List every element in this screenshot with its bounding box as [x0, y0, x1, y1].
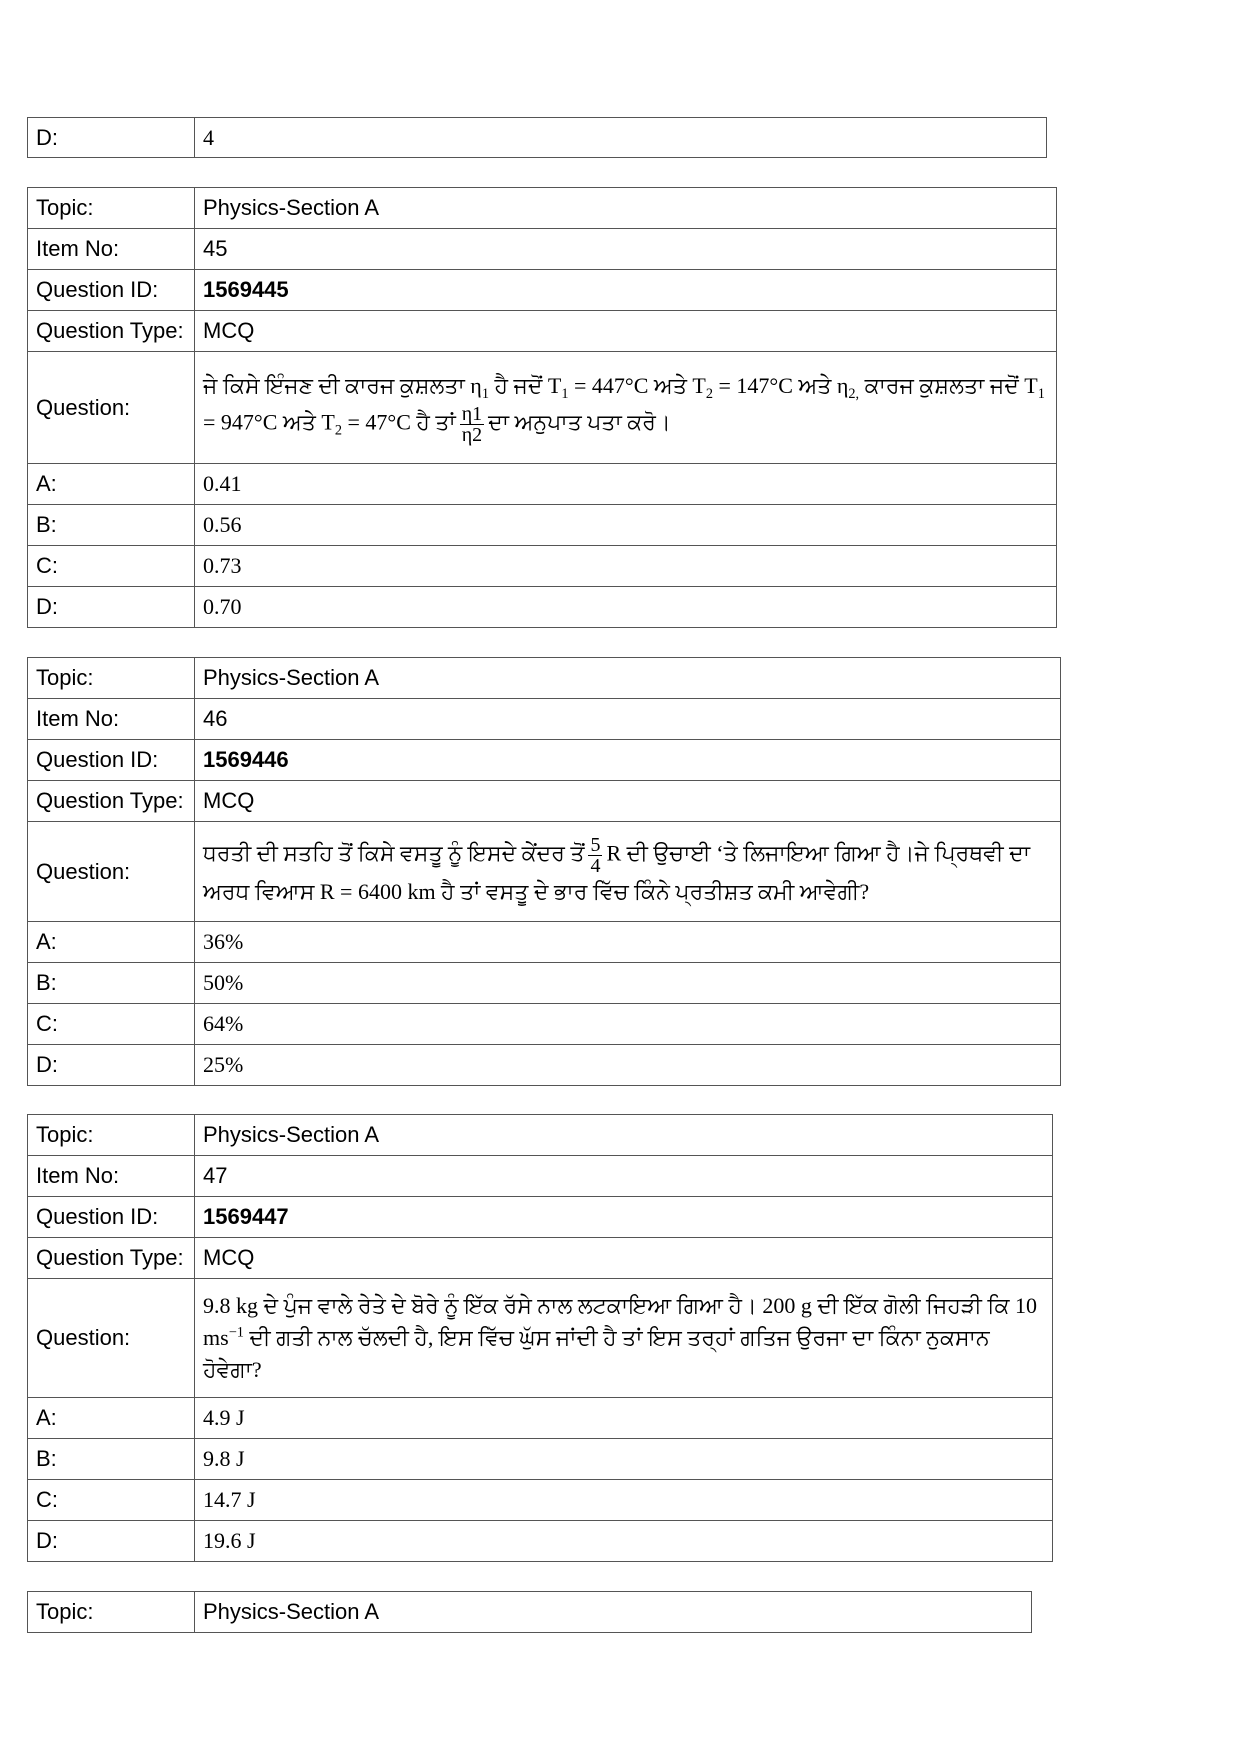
question-table-partial-top: [27, 117, 1047, 158]
option-a-label: A:: [28, 464, 195, 505]
question-id-value: 1569446: [195, 740, 1061, 781]
question-text: ਜੇ ਕਿਸੇ ਇੰਜਣ ਦੀ ਕਾਰਜ ਕੁਸ਼ਲਤਾ $\eta_1$ ਹੈ ਜਦੋਂ $T_1 = 447^\circ C$ ਅਤੇ $T_2 = 147^\circ C$ ਅਤੇ $\eta_{2,}$ ਕਾਰਜ ਕੁਸ਼ਲਤਾ ਜਦੋਂ $T_1 = 947^\circ C$ ਅਤੇ $T_2 = 47^\circ C$ ਹੈ ਤਾਂ $\frac{\eta 1}{\eta 2}$ ਦਾ ਅਨੁਪਾਤ ਪਤਾ ਕਰੋ।: [195, 352, 1057, 464]
question-type-value: MCQ: [195, 311, 1057, 352]
option-a-value: 36%: [195, 922, 1061, 963]
item-no-value: 47: [195, 1156, 1053, 1197]
option-d-value: 0.70: [195, 587, 1057, 628]
option-a-value: 0.41: [195, 464, 1057, 505]
question-text: ਧਰਤੀ ਦੀ ਸਤਹਿ ਤੋਂ ਕਿਸੇ ਵਸਤੂ ਨੂੰ ਇਸਦੇ ਕੇਂਦਰ ਤੋਂ $\frac{5}{4}$ R ਦੀ ਉਚਾਈ ‘ਤੇ ਲਿਜਾਇਆ ਗਿਆ ਹੈ।ਜੇ ਪ੍ਰਿਥਵੀ ਦਾ ਅਰਧ ਵਿਆਸ R = 6400 km ਹੈ ਤਾਂ ਵਸਤੂ ਦੇ ਭਾਰ ਵਿੱਚ ਕਿੰਨੇ ਪ੍ਰਤੀਸ਼ਤ ਕਮੀ ਆਵੇਗੀ?: [195, 822, 1061, 922]
question-label: Question:: [28, 822, 195, 922]
item-no-value: 45: [195, 229, 1057, 270]
question-id-value: 1569447: [195, 1197, 1053, 1238]
option-a-label: A:: [28, 922, 195, 963]
option-c-value: 0.73: [195, 546, 1057, 587]
question-label: Question:: [28, 1279, 195, 1398]
option-b-value: 50%: [195, 963, 1061, 1004]
option-a-label: A:: [28, 1398, 195, 1439]
question-type-value: MCQ: [195, 781, 1061, 822]
question-table-45: [27, 187, 1057, 628]
option-d-value: 4: [195, 118, 1047, 158]
option-c-label: C:: [28, 1004, 195, 1045]
topic-value: Physics-Section A: [195, 1115, 1053, 1156]
option-c-value: 14.7 J: [195, 1480, 1053, 1521]
option-c-value: 64%: [195, 1004, 1061, 1045]
option-b-value: 0.56: [195, 505, 1057, 546]
option-b-label: B:: [28, 963, 195, 1004]
option-d-label: D:: [28, 1045, 195, 1086]
item-no-value: 46: [195, 699, 1061, 740]
option-d-value: 19.6 J: [195, 1521, 1053, 1562]
question-id-value: 1569445: [195, 270, 1057, 311]
eta-ratio-fraction: $\frac{\eta 1}{\eta 2}$: [461, 403, 483, 447]
option-d-label: D:: [28, 1521, 195, 1562]
topic-value: Physics-Section A: [195, 188, 1057, 229]
option-b-label: B:: [28, 1439, 195, 1480]
topic-label: Topic:: [28, 1592, 195, 1633]
option-d-value: 25%: [195, 1045, 1061, 1086]
question-table-47: [27, 1114, 1053, 1562]
question-type-label: Question Type:: [28, 1238, 195, 1279]
option-b-label: B:: [28, 505, 195, 546]
option-c-label: C:: [28, 1480, 195, 1521]
option-d-label: D:: [28, 587, 195, 628]
question-type-value: MCQ: [195, 1238, 1053, 1279]
item-no-label: Item No:: [28, 699, 195, 740]
question-id-label: Question ID:: [28, 740, 195, 781]
five-fourths-fraction: $\frac{5}{4}$: [590, 834, 601, 878]
topic-value: Physics-Section A: [195, 658, 1061, 699]
topic-label: Topic:: [28, 1115, 195, 1156]
item-no-label: Item No:: [28, 1156, 195, 1197]
question-table-partial-bottom: [27, 1591, 1032, 1633]
question-type-label: Question Type:: [28, 781, 195, 822]
question-text: 9.8 kg ਦੇ ਪੁੰਜ ਵਾਲੇ ਰੇਤੇ ਦੇ ਬੋਰੇ ਨੂੰ ਇੱਕ ਰੱਸੇ ਨਾਲ ਲਟਕਾਇਆ ਗਿਆ ਹੈ। 200 g ਦੀ ਇੱਕ ਗੋਲੀ ਜਿਹੜੀ ਕਿ 10 $ms^{-1}$ ਦੀ ਗਤੀ ਨਾਲ ਚੱਲਦੀ ਹੈ, ਇਸ ਵਿੱਚ ਘੁੱਸ ਜਾਂਦੀ ਹੈ ਤਾਂ ਇਸ ਤਰ੍ਹਾਂ ਗਤਿਜ ਉਰਜਾ ਦਾ ਕਿੰਨਾ ਨੁਕਸਾਨ ਹੋਵੇਗਾ?: [195, 1279, 1053, 1398]
topic-label: Topic:: [28, 658, 195, 699]
option-d-label: D:: [28, 118, 195, 158]
topic-value: Physics-Section A: [195, 1592, 1032, 1633]
question-table-46: [27, 657, 1061, 1086]
option-a-value: 4.9 J: [195, 1398, 1053, 1439]
question-id-label: Question ID:: [28, 1197, 195, 1238]
question-type-label: Question Type:: [28, 311, 195, 352]
question-id-label: Question ID:: [28, 270, 195, 311]
item-no-label: Item No:: [28, 229, 195, 270]
option-c-label: C:: [28, 546, 195, 587]
option-b-value: 9.8 J: [195, 1439, 1053, 1480]
topic-label: Topic:: [28, 188, 195, 229]
question-label: Question:: [28, 352, 195, 464]
